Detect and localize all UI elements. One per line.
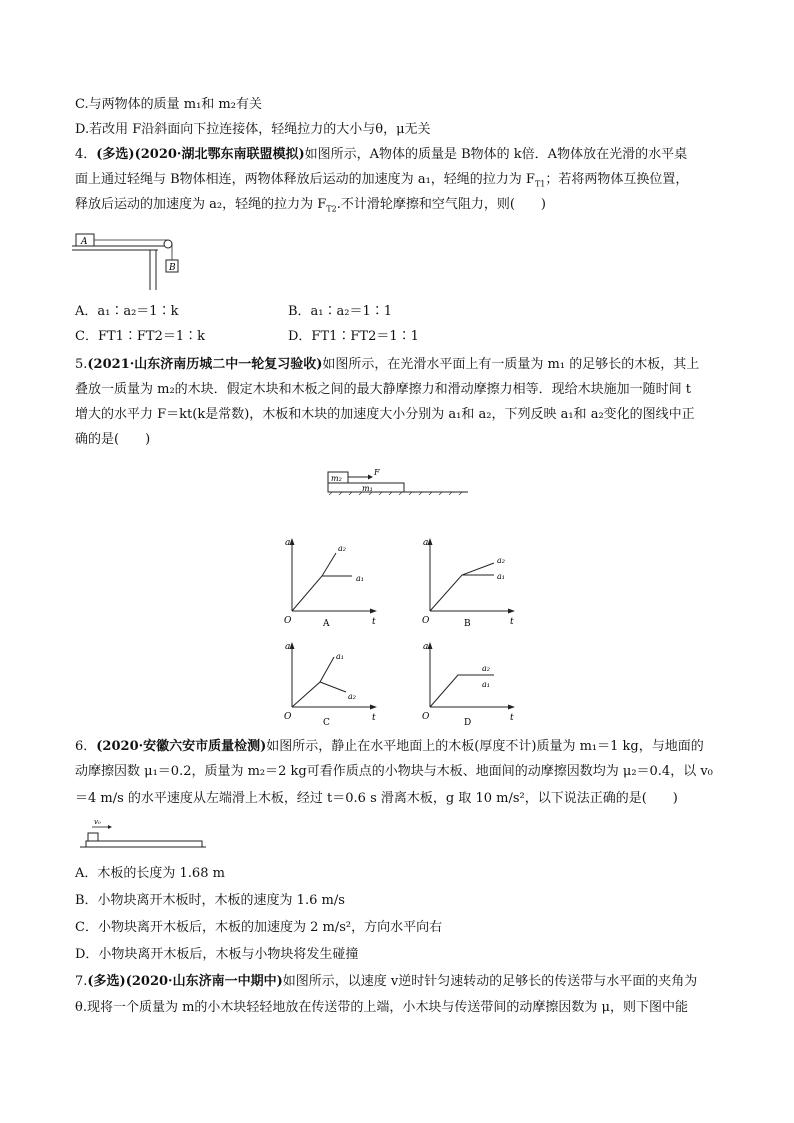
q5-line2: 叠放一质量为 m₂的木块．假定木块和木板之间的最大静摩擦力和滑动摩擦力相等．现给木块施加一随时间 t: [75, 382, 692, 397]
force-arrowhead: [368, 475, 373, 480]
velocity-label: v₀: [94, 818, 101, 826]
q4-option-a: A．a₁∶a₂＝1∶k: [75, 304, 179, 319]
q6-line3: ＝4 m/s 的水平速度从左端滑上木板，经过 t＝0.6 s 滑离木板，g 取 10 m/s²，以下说法正确的是( ): [75, 791, 678, 806]
graph-b-axis-a-label: a: [423, 538, 429, 548]
q4-number: 4．: [75, 147, 97, 162]
graph-c-caption: C: [323, 718, 330, 728]
graph-d: [418, 637, 518, 732]
graph-a-origin-label: O: [284, 616, 292, 626]
q3-option-c: C.与两物体的质量 m₁和 m₂有关: [75, 97, 262, 112]
q4-line1: [75, 146, 687, 164]
graph-b-label-a1: a₁: [497, 572, 505, 581]
q4-option-d: D．FT1∶FT2＝1∶1: [288, 329, 419, 344]
graph-a-curve-a2: [292, 553, 336, 611]
q4-line3: [75, 196, 546, 219]
graph-b-label-a2: a₂: [497, 556, 505, 565]
q4-option-c: C．FT1∶FT2＝1∶k: [75, 329, 206, 344]
q6-number: 6．: [75, 739, 97, 754]
q6-line1: [75, 738, 704, 756]
q4-text-2-end: ；若将两物体互换位置，: [545, 172, 689, 187]
graph-b-axis-t-label: t: [510, 617, 514, 627]
board-m1-label: m₁: [362, 484, 373, 493]
graph-a-label-a2: a₂: [338, 544, 346, 553]
graph-b-curve-a2: [430, 563, 494, 611]
board: [86, 841, 202, 847]
graph-c-axis-a-label: a: [285, 642, 291, 652]
graph-b-origin-label: O: [422, 616, 430, 626]
graph-c-axis-t-label: t: [372, 713, 376, 723]
q5-board-figure: [318, 465, 473, 495]
q5-line3: 增大的水平力 F＝kt(k是常数)，木板和木块的加速度大小分别为 a₁和 a₂，下列反映 a₁和 a₂变化的图线中正: [75, 407, 695, 422]
graph-c-curve-a2: [320, 682, 346, 692]
q6-text-1: 如图所示，静止在水平地面上的木板(厚度不计)质量为 m₁＝1 kg，与地面的: [266, 739, 704, 754]
block-m2-label: m₂: [331, 474, 342, 483]
graph-d-label-a1: a₁: [482, 680, 490, 689]
q4-text-3-end: .不计滑轮摩擦和空气阻力，则( ): [336, 197, 546, 212]
graph-c-label-a1: a₁: [336, 652, 344, 661]
q6-option-c: C．小物块离开木板后，木板的加速度为 2 m/s²，方向水平向右: [75, 920, 443, 935]
q3-option-d: D.若改用 F沿斜面向下拉连接体，轻绳拉力的大小与θ，μ无关: [75, 122, 431, 137]
q4-option-b: B．a₁∶a₂＝1∶1: [288, 304, 393, 319]
q5-line4: 确的是( ): [75, 432, 151, 447]
q6-option-b: B．小物块离开木板时，木板的速度为 1.6 m/s: [75, 893, 345, 908]
graph-a-label-a1: a₁: [356, 574, 364, 583]
q5-line1: [75, 356, 699, 374]
q5-number: 5.: [75, 357, 88, 372]
q4-source-tag: (多选)(2020·湖北鄂东南联盟模拟): [96, 147, 305, 162]
graph-d-label-a2: a₂: [482, 664, 490, 673]
graph-d-axis-a-label: a: [423, 642, 429, 652]
graph-d-origin-label: O: [422, 712, 430, 722]
pulley: [164, 240, 172, 248]
graph-a: [280, 533, 380, 628]
block-b-label: B: [169, 263, 176, 273]
q6-board-figure: [78, 815, 208, 851]
q7-line2: θ.现将一个质量为 m的小木块轻轻地放在传送带的上端，小木块与传送带间的动摩擦因数为 μ，则下图中能: [75, 1000, 689, 1015]
graph-d-axis-t-label: t: [510, 713, 514, 723]
block-a-label: A: [81, 237, 88, 247]
graph-c-origin-label: O: [284, 712, 292, 722]
q4-sub-t2: T2: [326, 204, 337, 214]
graph-d-caption: D: [464, 718, 472, 728]
graph-c-label-a2: a₂: [348, 692, 356, 701]
graph-b-caption: B: [464, 619, 471, 628]
force-label: F: [374, 468, 380, 477]
q7-number: 7.: [75, 974, 88, 989]
graph-a-axis-a-label: a: [285, 538, 291, 548]
q5-text-1: 如图所示，在光滑水平面上有一质量为 m₁ 的足够长的木板，其上: [322, 357, 700, 372]
graph-c-curve-a1: [292, 657, 334, 707]
graph-c: [280, 637, 380, 732]
q7-line1: [75, 973, 697, 991]
q5-source-tag: (2021·山东济南历城二中一轮复习验收): [87, 357, 323, 372]
q6-line2: 动摩擦因数 μ₁＝0.2，质量为 m₂＝2 kg可看作质点的小物块与木板、地面间的动摩擦因数均为 μ₂＝0.4，以 v₀: [75, 764, 713, 779]
q4-line2: [75, 171, 688, 194]
small-block: [88, 833, 98, 841]
q7-source-tag: (多选)(2020·山东济南一中期中): [87, 974, 283, 989]
q4-pulley-figure: [72, 228, 192, 290]
q6-source-tag: (2020·安徽六安市质量检测): [96, 739, 267, 754]
graph-a-caption: A: [323, 619, 330, 628]
q6-option-d: D．小物块离开木板后，木板与小物块将发生碰撞: [75, 947, 359, 962]
q4-text-3: 释放后运动的加速度为 a₂，轻绳的拉力为 F: [75, 197, 327, 212]
graph-a-axis-t-label: t: [372, 617, 376, 627]
q4-text-2: 面上通过轻绳与 B物体相连，两物体释放后运动的加速度为 a₁，轻绳的拉力为 F: [75, 172, 535, 187]
q4-text-1: 如图所示，A物体的质量是 B物体的 k倍．A物体放在光滑的水平桌: [304, 147, 688, 162]
q4-sub-t1: T1: [534, 179, 546, 189]
q7-text-1: 如图所示，以速度 v逆时针匀速转动的足够长的传送带与水平面的夹角为: [282, 974, 698, 989]
q6-option-a: A．木板的长度为 1.68 m: [75, 866, 225, 881]
graph-b: [418, 533, 518, 628]
